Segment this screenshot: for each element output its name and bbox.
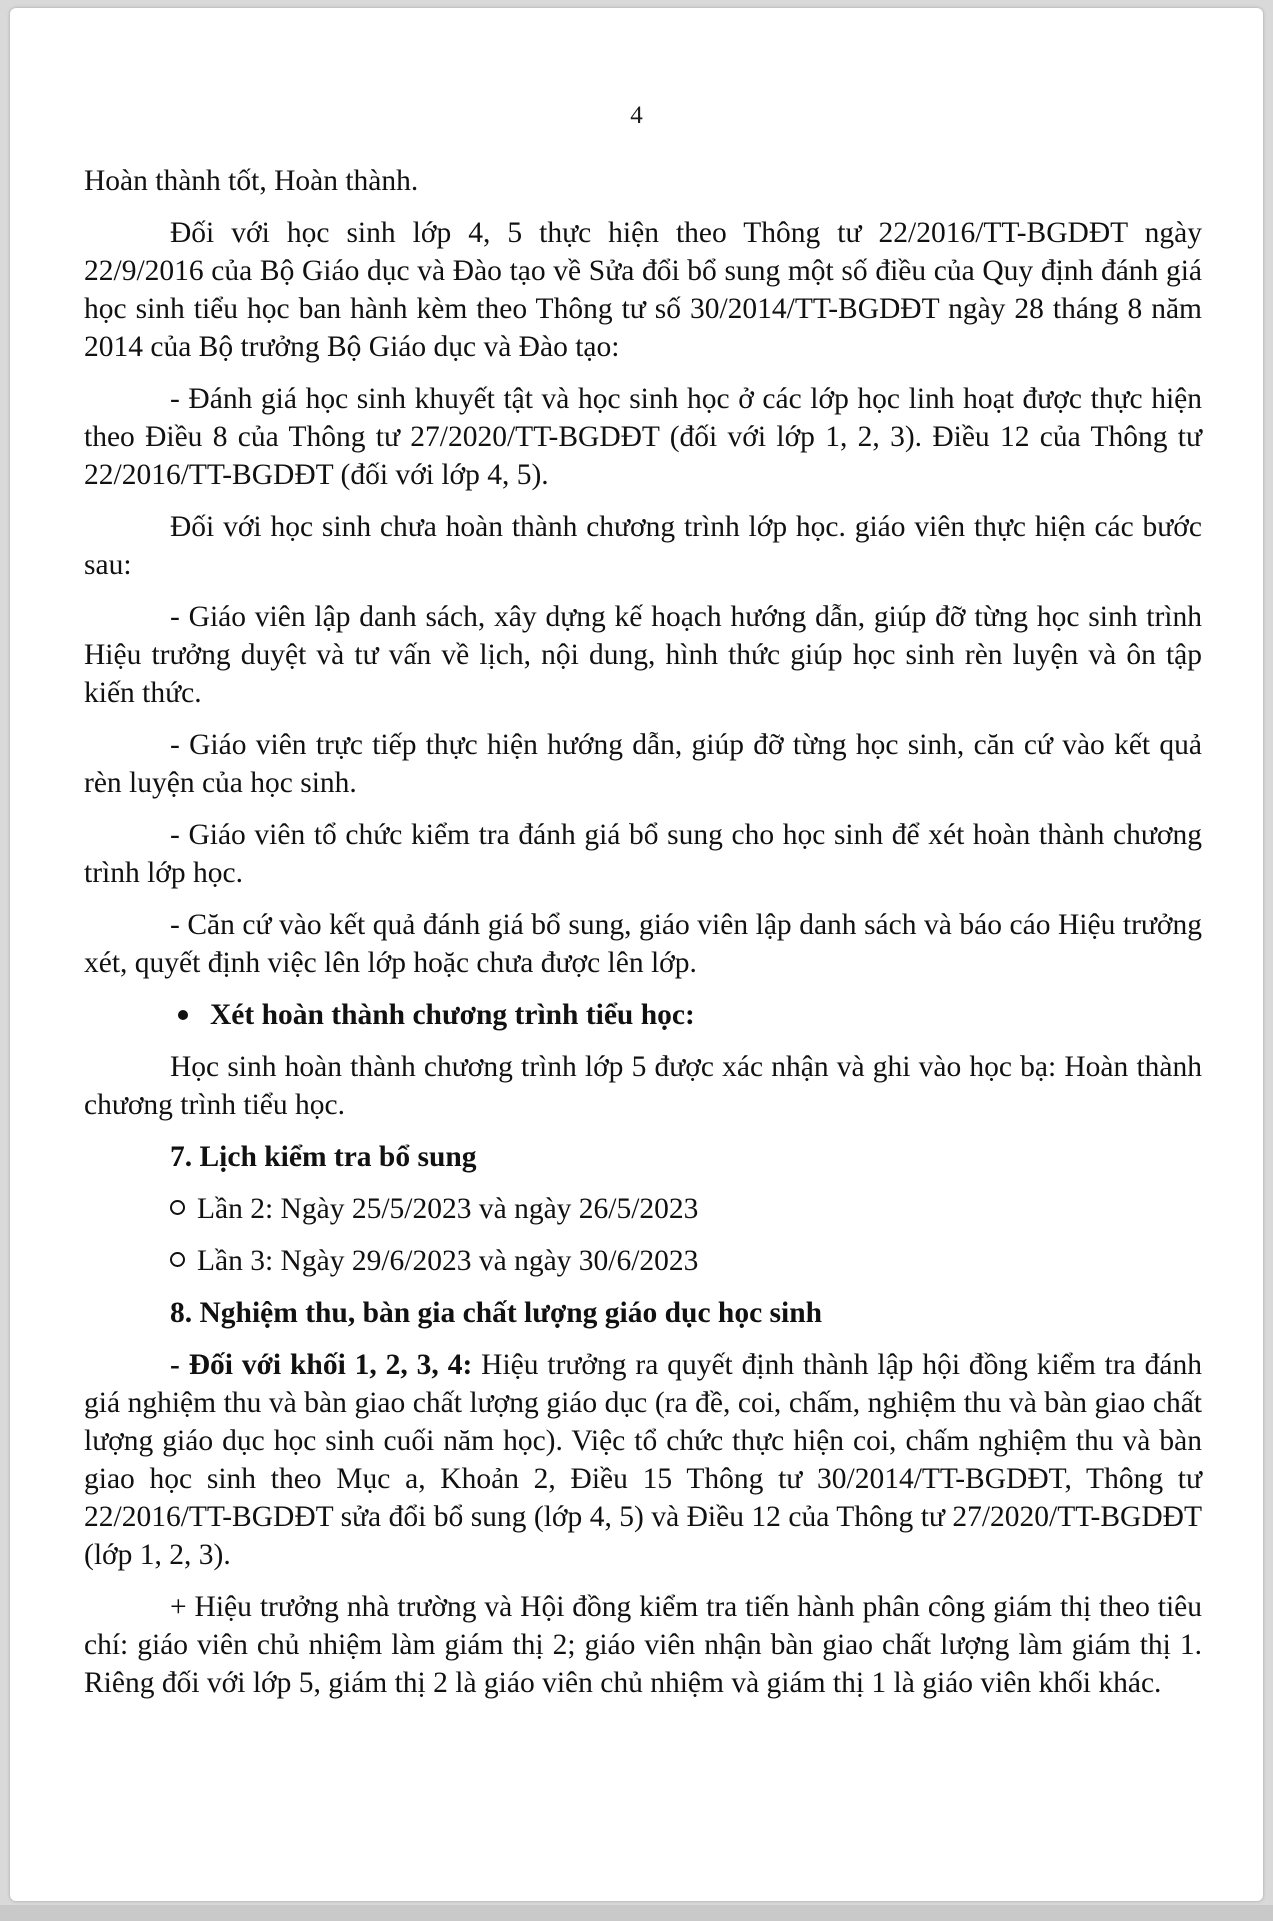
paragraph-text: Hiệu trưởng ra quyết định thành lập hội đồng kiểm tra đánh giá nghiệm thu và bàn giao chất lượng giáo dục (ra đề, coi, chấm, nghiệm thu và bàn giao chất lượng giáo dục học sinh cuối năm học). Việc tổ chức thực hiện coi, chấm nghiệm thu và bàn giao học sinh theo Mục a, Khoản 2, Điều 15 Thông tư 30/2014/TT-BGDĐT, Thông tư 22/2016/TT-BGDĐT sửa đổi bổ sung (lớp 4, 5) và Điều 12 của Thông tư 27/2020/TT-BGDĐT (lớp 1, 2, 3). [84, 1349, 1203, 1571]
schedule-item [84, 1190, 1202, 1228]
paragraph [84, 1346, 1202, 1574]
paragraph: Hoàn thành tốt, Hoàn thành. [84, 165, 419, 197]
paragraph: - Căn cứ vào kết quả đánh giá bổ sung, giáo viên lập danh sách và báo cáo Hiệu trưởng xét, quyết định việc lên lớp hoặc chưa được lên lớp. [84, 909, 1202, 979]
section-heading-7: 7. Lịch kiểm tra bổ sung [170, 1141, 477, 1173]
document-body [84, 162, 1202, 1716]
schedule-text: Lần 2: Ngày 25/5/2023 và ngày 26/5/2023 [197, 1193, 699, 1225]
paragraph: - Giáo viên tổ chức kiểm tra đánh giá bổ sung cho học sinh để xét hoàn thành chương trình lớp học. [84, 819, 1202, 889]
paragraph: - Đánh giá học sinh khuyết tật và học sinh học ở các lớp học linh hoạt được thực hiện theo Điều 8 của Thông tư 27/2020/TT-BGDĐT (đối với lớp 1, 2, 3). Điều 12 của Thông tư 22/2016/TT-BGDĐT (đối với lớp 4, 5). [84, 383, 1202, 491]
paragraph-lead: - Đối với khối 1, 2, 3, 4: [170, 1349, 473, 1381]
bullet-dot-icon [178, 1010, 188, 1020]
paragraph: - Giáo viên lập danh sách, xây dựng kế hoạch hướng dẫn, giúp đỡ từng học sinh trình Hiệu trưởng duyệt và tư vấn về lịch, nội dung, hình thức giúp học sinh rèn luyện và ôn tập kiến thức. [84, 601, 1202, 709]
bullet-heading: Xét hoàn thành chương trình tiểu học: [210, 999, 695, 1031]
circle-bullet-icon [170, 1252, 185, 1267]
document-page [10, 8, 1263, 1901]
paragraph: Đối với học sinh chưa hoàn thành chương trình lớp học. giáo viên thực hiện các bước sau: [84, 511, 1202, 581]
bullet-item [84, 996, 1202, 1034]
paragraph: Đối với học sinh lớp 4, 5 thực hiện theo Thông tư 22/2016/TT-BGDĐT ngày 22/9/2016 của Bộ Giáo dục và Đào tạo về Sửa đổi bổ sung một số điều của Quy định đánh giá học sinh tiểu học ban hành kèm theo Thông tư số 30/2014/TT-BGDĐT ngày 28 tháng 8 năm 2014 của Bộ trưởng Bộ Giáo dục và Đào tạo: [84, 217, 1202, 363]
bottom-bar [0, 1905, 1273, 1921]
page-number: 4 [630, 102, 643, 129]
paragraph: + Hiệu trưởng nhà trường và Hội đồng kiểm tra tiến hành phân công giám thị theo tiêu chí: giáo viên chủ nhiệm làm giám thị 2; giáo viên nhận bàn giao chất lượng làm giám thị 1. Riêng đối với lớp 5, giám thị 2 là giáo viên chủ nhiệm và giám thị 1 là giáo viên khối khác. [84, 1591, 1202, 1699]
circle-bullet-icon [170, 1200, 185, 1215]
schedule-text: Lần 3: Ngày 29/6/2023 và ngày 30/6/2023 [197, 1245, 699, 1277]
schedule-item [84, 1242, 1202, 1280]
section-heading-8: 8. Nghiệm thu, bàn gia chất lượng giáo dục học sinh [170, 1297, 823, 1329]
paragraph: - Giáo viên trực tiếp thực hiện hướng dẫn, giúp đỡ từng học sinh, căn cứ vào kết quả rèn luyện của học sinh. [84, 729, 1202, 799]
paragraph: Học sinh hoàn thành chương trình lớp 5 được xác nhận và ghi vào học bạ: Hoàn thành chương trình tiểu học. [84, 1051, 1202, 1121]
